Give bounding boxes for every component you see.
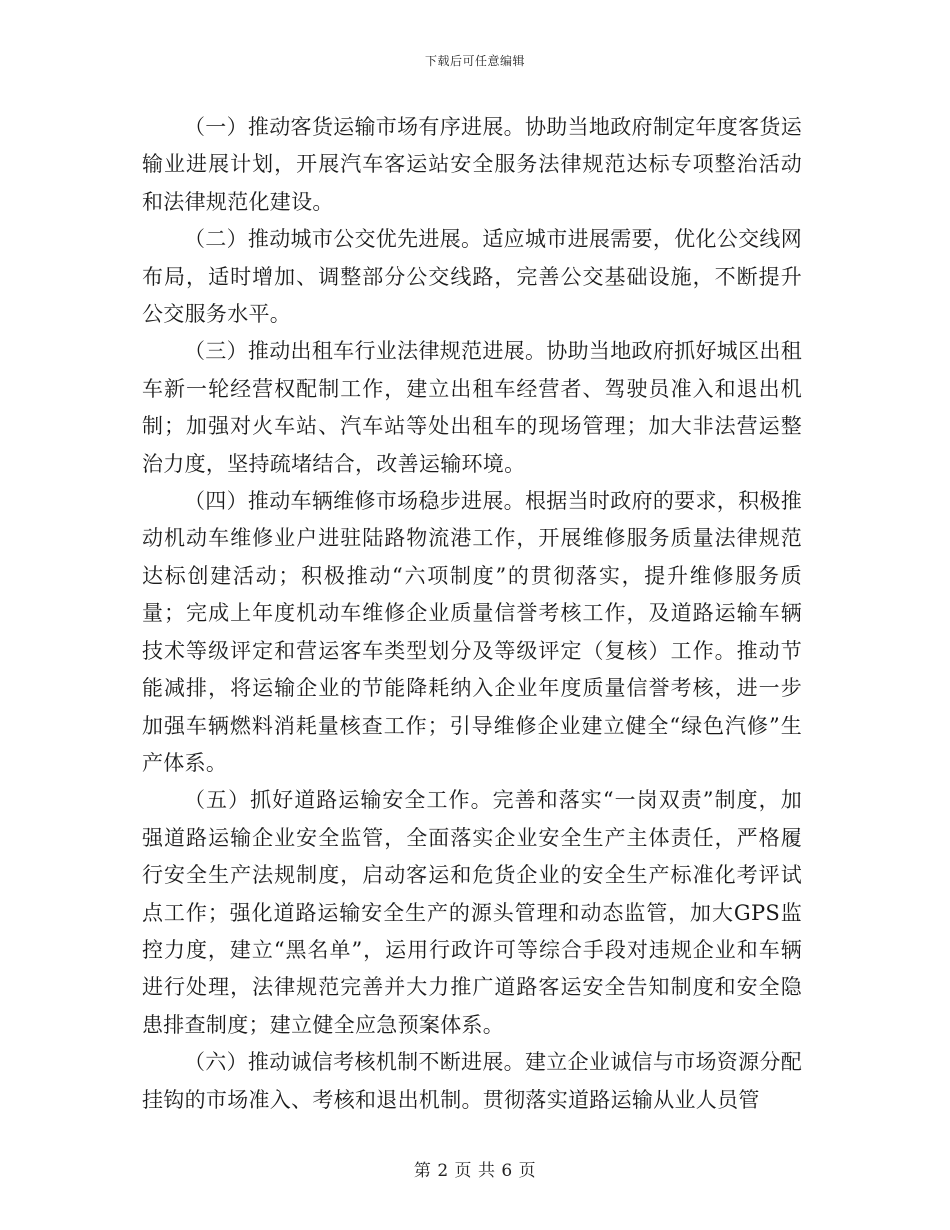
paragraph-section-2: （二）推动城市公交优先进展。适应城市进展需要，优化公交线网布局，适时增加、调整部分公交线路，完善公交基础设施，不断提升公交服务水平。	[142, 227, 802, 327]
paragraph-section-4: （四）推动车辆维修市场稳步进展。根据当时政府的要求，积极推动机动车维修业户进驻陆路物流港工作，开展维修服务质量法律规范达标创建活动；积极推动“六项制度”的贯彻落实，提升维修服务质量；完成上年度机动车维修企业质量信誉考核工作，及道路运输车辆技术等级评定和营运客车类型划分及等级评定（复核）工作。推动节能减排，将运输企业的节能降耗纳入企业年度质量信誉考核，进一步加强车辆燃料消耗量核查工作；引导维修企业建立健全“绿色汽修”生产体系。	[142, 489, 802, 775]
page-header: 下载后可任意编辑	[424, 54, 525, 68]
document-body	[142, 109, 802, 1119]
paragraph-section-6: （六）推动诚信考核机制不断进展。建立企业诚信与市场资源分配挂钩的市场准入、考核和退出机制。贯彻落实道路运输从业人员管	[142, 1050, 802, 1112]
paragraph-section-3: （三）推动出租车行业法律规范进展。协助当地政府抓好城区出租车新一轮经营权配制工作，建立出租车经营者、驾驶员准入和退出机制；加强对火车站、汽车站等处出租车的现场管理；加大非法营运整治力度，坚持疏堵结合，改善运输环境。	[142, 339, 802, 476]
paragraph-section-1: （一）推动客货运输市场有序进展。协助当地政府制定年度客货运输业进展计划，开展汽车客运站安全服务法律规范达标专项整治活动和法律规范化建设。	[142, 115, 802, 214]
paragraph-section-5: （五）抓好道路运输安全工作。完善和落实“一岗双责”制度，加强道路运输企业安全监管，全面落实企业安全生产主体责任，严格履行安全生产法规制度，启动客运和危货企业的安全生产标准化考评试点工作；强化道路运输安全生产的源头管理和动态监管，加大GPS监控力度，建立“黑名单”，运用行政许可等综合手段对违规企业和车辆进行处理，法律规范完善并大力推广道路客运安全告知制度和安全隐患排查制度；建立健全应急预案体系。	[142, 788, 802, 1037]
page-number-footer: 第 2 页 共 6 页	[413, 1161, 537, 1181]
